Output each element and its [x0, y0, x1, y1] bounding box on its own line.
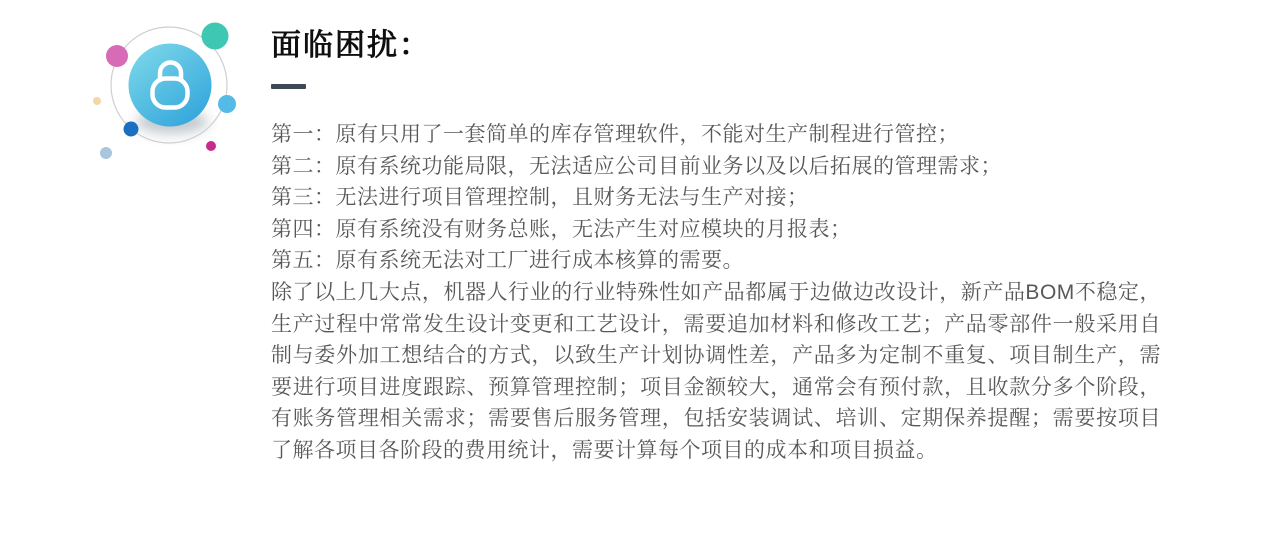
lock-badge [0, 0, 280, 200]
steel-dot [100, 147, 112, 159]
blue-dot [124, 122, 139, 137]
sky-dot [218, 95, 236, 113]
teal-dot [202, 23, 229, 50]
page-title: 面临困扰： [271, 29, 431, 62]
lock-badge-graphic [0, 0, 280, 200]
pain-point-1: 第一：原有只用了一套简单的库存管理软件，不能对生产制程进行管控； [271, 123, 959, 146]
magenta-dot [206, 141, 216, 151]
cream-dot [93, 97, 101, 105]
pain-point-4: 第四：原有系统没有财务总账，无法产生对应模块的月报表； [271, 217, 852, 241]
badge-circle [129, 44, 212, 127]
pain-point-5: 第五：原有系统无法对工厂进行成本核算的需要。 [271, 249, 744, 273]
body-text [271, 119, 1161, 467]
summary-paragraph: 除了以上几大点，机器人行业的行业特殊性如产品都属于边做边改设计，新产品BOM不稳定，生产过程中常常发生设计变更和工艺设计，需要追加材料和修改工艺；产品零部件一般采用自制与委外加工想结合的方式，以致生产计划协调性差，产品多为定制不重复、项目制生产，需要进行项目进度跟踪、预算管理控制；项目金额较大，通常会有预付款，且收款分多个阶段，有账务管理相关需求；需要售后服务管理，包括安装调试、培训、定期保养提醒；需要按项目了解各项目各阶段的费用统计，需要计算每个项目的成本和项目损益。 [271, 280, 1161, 462]
pain-point-2: 第二：原有系统功能局限，无法适应公司目前业务以及以后拓展的管理需求； [271, 154, 1002, 178]
pink-dot [106, 45, 128, 67]
pain-point-3: 第三：无法进行项目管理控制，且财务无法与生产对接； [271, 186, 809, 210]
header [271, 28, 431, 89]
title-underline [271, 84, 306, 89]
